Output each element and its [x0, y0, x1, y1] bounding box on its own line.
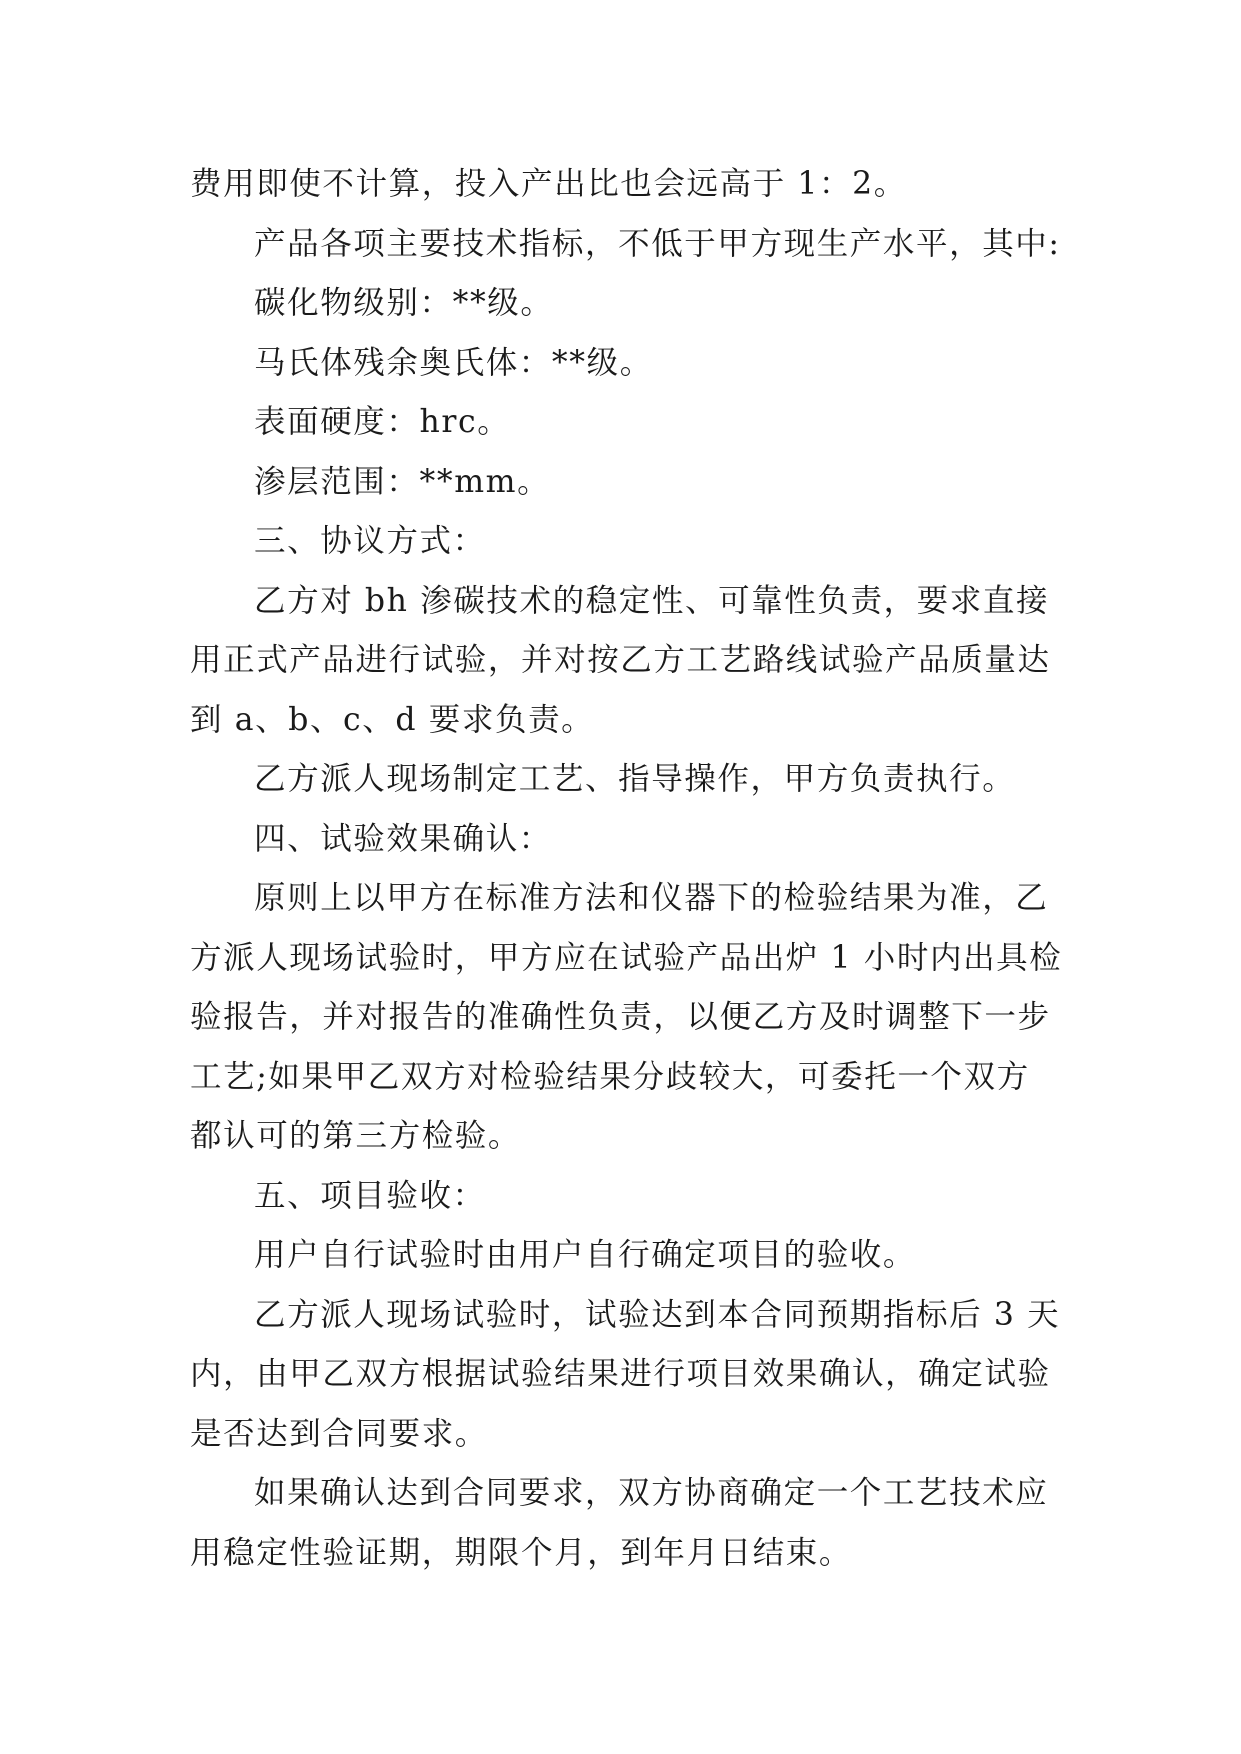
text-line: 到 a、b、c、d 要求负责。: [190, 701, 595, 738]
paragraph-user-acceptance: [190, 1226, 1050, 1286]
paragraph-onsite-process: [190, 750, 1050, 810]
text-line: 乙方派人现场制定工艺、指导操作，甲方负责执行。: [254, 761, 1016, 797]
text-line: 三、协议方式：: [254, 523, 486, 559]
text-line: 工艺;如果甲乙双方对检验结果分歧较大，可委托一个双方: [190, 1058, 1030, 1095]
text-line: 用户自行试验时由用户自行确定项目的验收。: [254, 1237, 917, 1273]
paragraph-inspection-results: [190, 869, 1063, 1167]
text-line: 原则上以甲方在标准方法和仪器下的检验结果为准，乙: [254, 880, 1049, 916]
text-line: 产品各项主要技术指标，不低于甲方现生产水平，其中:: [254, 225, 1061, 262]
paragraph-verification-period: [190, 1464, 1050, 1583]
section-heading-agreement-method: [190, 512, 1050, 572]
text-line: 费用即使不计算，投入产出比也会远高于 1：2。: [190, 166, 907, 202]
text-line: 乙方派人现场试验时，试验达到本合同预期指标后 3 天: [254, 1296, 1061, 1333]
text-line: 内，由甲乙双方根据试验结果进行项目效果确认，确定试验: [190, 1356, 1051, 1392]
text-line: 碳化物级别：**级。: [254, 285, 554, 321]
text-line: 马氏体残余奥氏体：**级。: [254, 344, 653, 381]
paragraph-cost-ratio: [190, 155, 1050, 215]
paragraph-carbide-level: [190, 274, 1050, 334]
text-line: 五、项目验收：: [254, 1177, 486, 1214]
paragraph-martensite: [190, 334, 1050, 394]
section-heading-project-acceptance: [190, 1167, 1050, 1227]
paragraph-layer-range: [190, 453, 1050, 513]
paragraph-onsite-confirmation: [190, 1286, 1061, 1465]
document-page: [190, 155, 1063, 1583]
paragraph-tech-indicators: [190, 215, 1061, 275]
section-heading-effect-confirmation: [190, 810, 1050, 870]
text-line: 如果确认达到合同要求，双方协商确定一个工艺技术应: [254, 1475, 1049, 1511]
text-line: 表面硬度：hrc。: [254, 404, 511, 440]
text-line: 是否达到合同要求。: [190, 1415, 488, 1452]
text-line: 验报告，并对报告的准确性负责，以便乙方及时调整下一步: [190, 999, 1051, 1035]
text-line: 用稳定性验证期，期限个月，到年月日结束。: [190, 1534, 853, 1571]
text-line: 渗层范围：**mm。: [254, 463, 551, 500]
paragraph-party-b-responsibility: [190, 572, 1050, 751]
text-line: 四、试验效果确认：: [254, 820, 552, 857]
text-line: 都认可的第三方检验。: [190, 1118, 522, 1154]
text-line: 用正式产品进行试验，并对按乙方工艺路线试验产品质量达: [190, 642, 1051, 678]
text-line: 乙方对 bh 渗碳技术的稳定性、可靠性负责，要求直接: [254, 582, 1050, 619]
paragraph-surface-hardness: [190, 393, 1050, 453]
text-line: 方派人现场试验时，甲方应在试验产品出炉 1 小时内出具检: [190, 939, 1063, 976]
